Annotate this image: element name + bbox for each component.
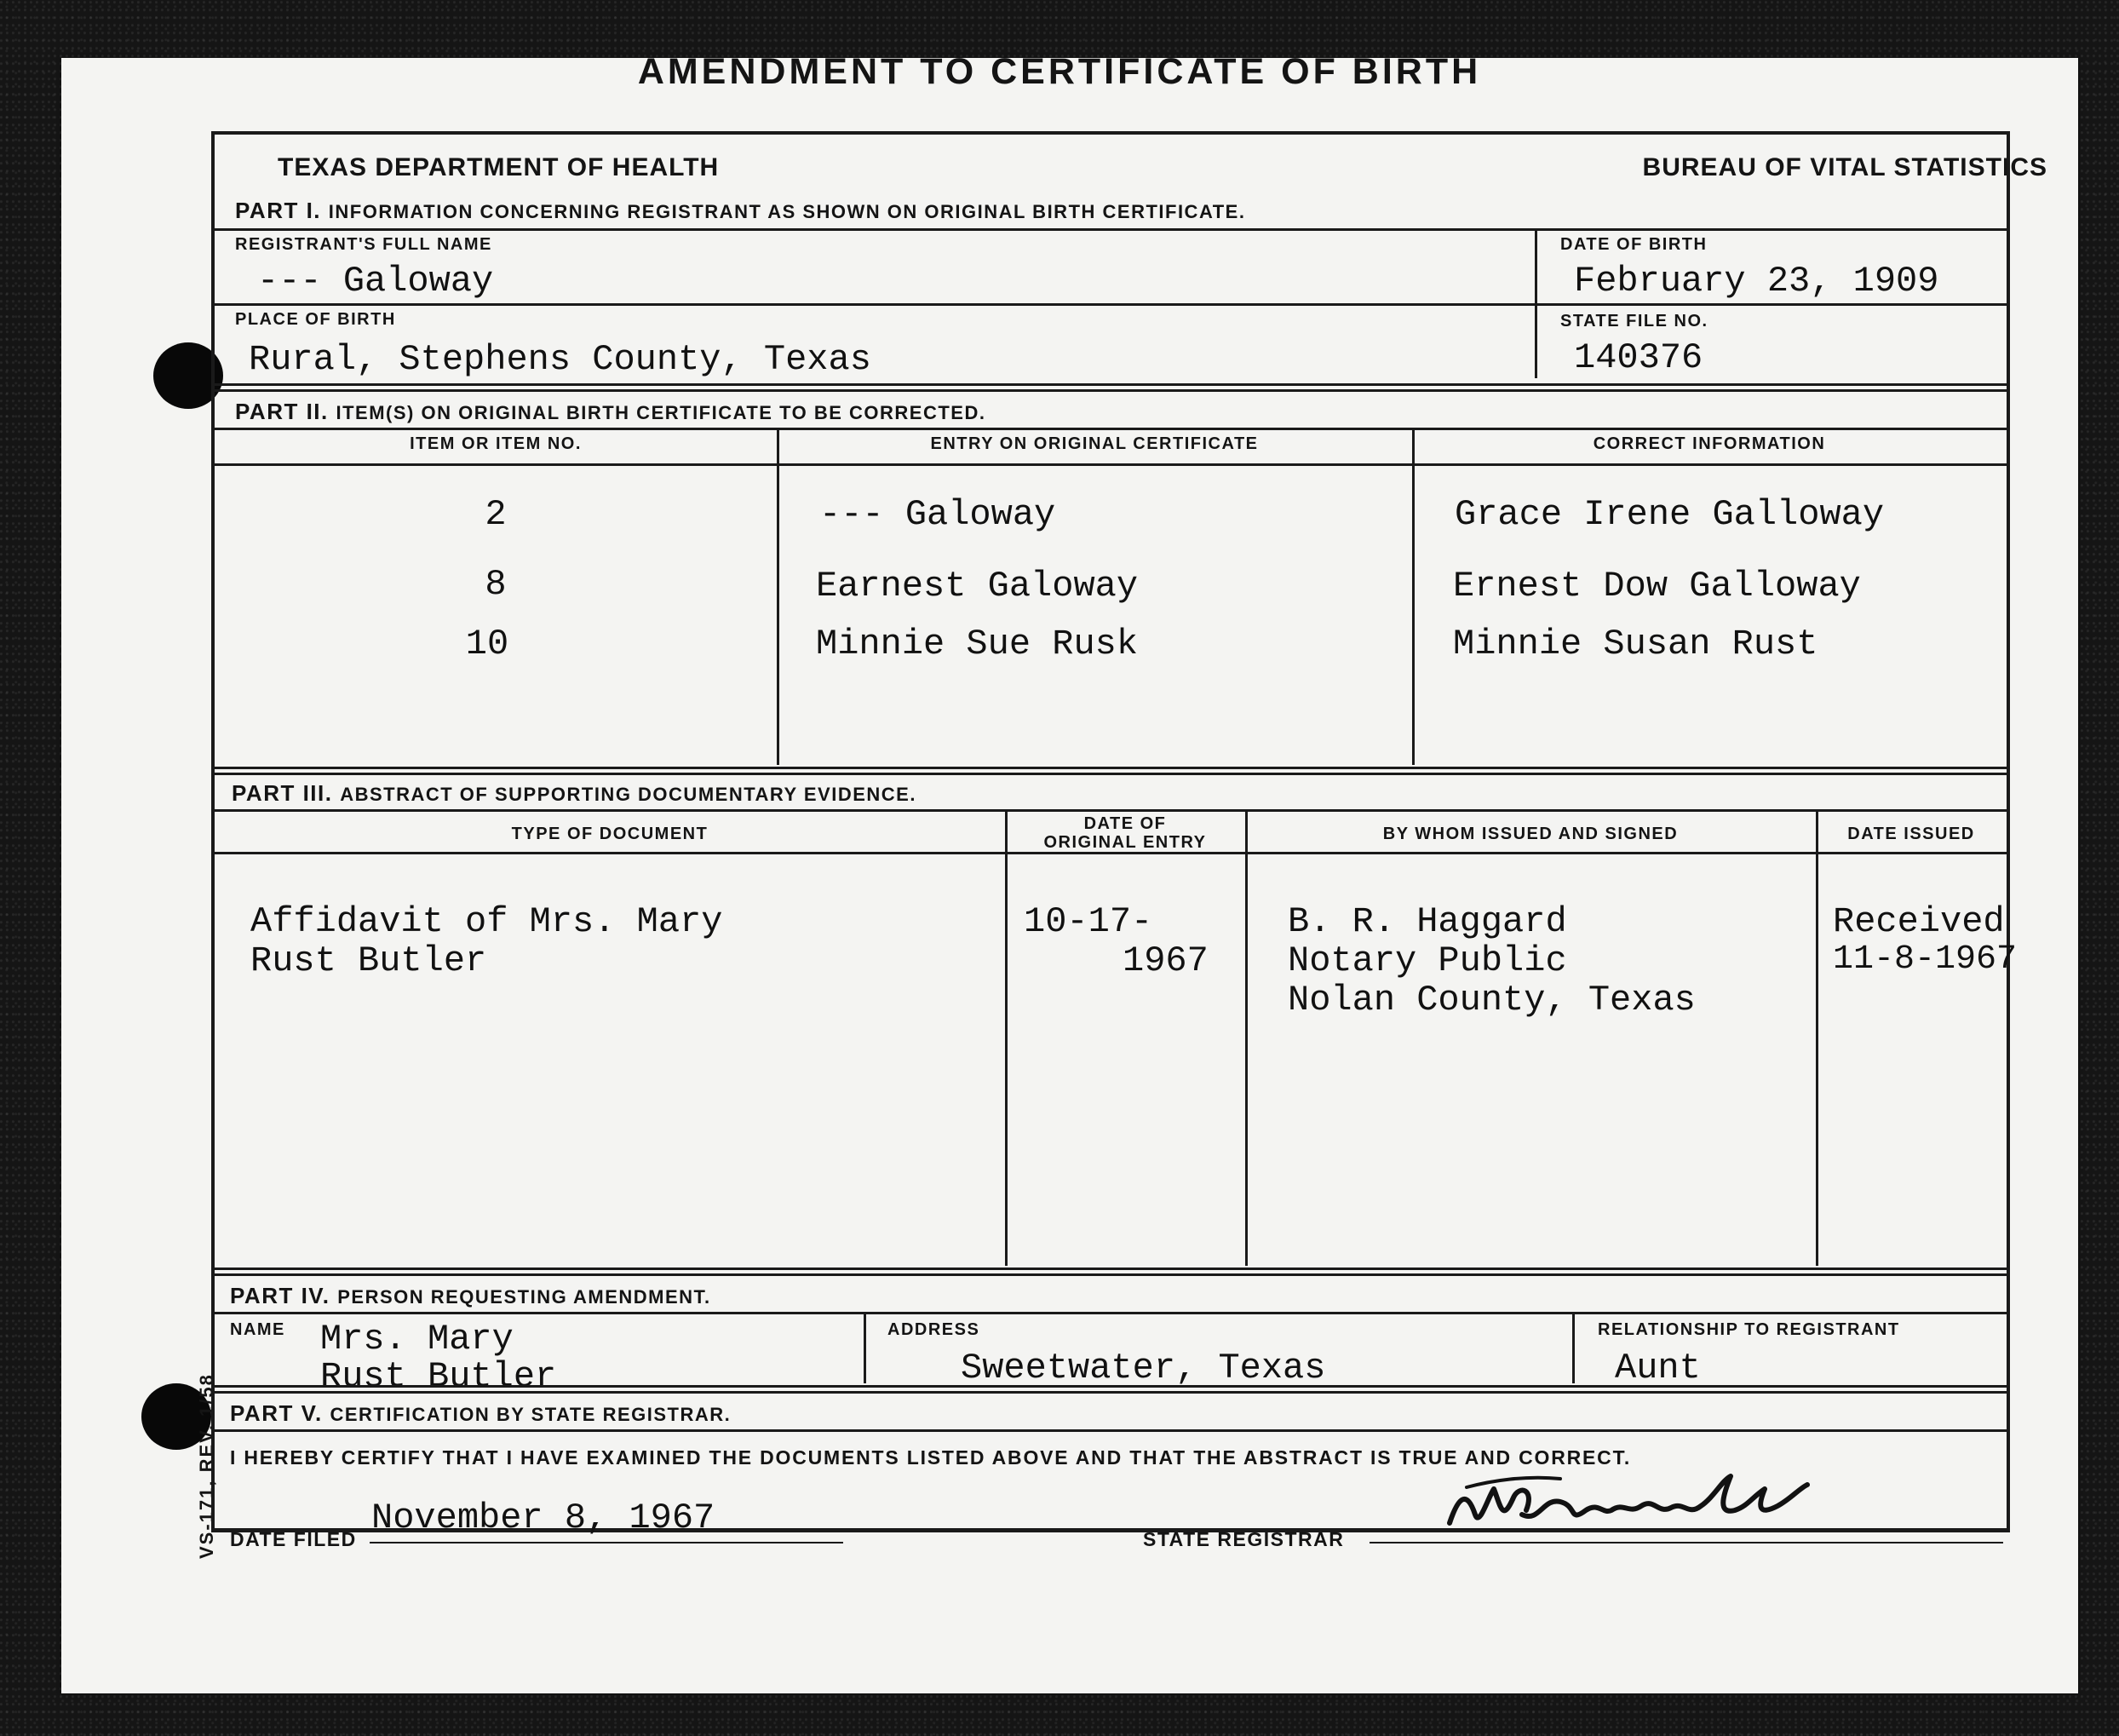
col-original-entry: ENTRY ON ORIGINAL CERTIFICATE: [930, 434, 1259, 453]
amendment-form: [211, 131, 2018, 1550]
document-title: AMENDMENT TO CERTIFICATE OF BIRTH: [637, 51, 1482, 92]
col-correct-info: CORRECT INFORMATION: [1593, 434, 1826, 453]
correct-info-1: Grace Irene Galloway: [1455, 494, 1885, 535]
issued-by-line1: B. R. Haggard: [1288, 901, 1567, 942]
item-no-1: 2: [485, 494, 507, 535]
original-entry-1: --- Galoway: [819, 494, 1056, 535]
item-no-3: 10: [465, 624, 509, 664]
department-name: TEXAS DEPARTMENT OF HEALTH: [278, 153, 720, 181]
entry-date-line2: 1967: [1123, 940, 1209, 981]
issued-by-line2: Notary Public: [1288, 940, 1567, 981]
entry-date-line1: 10-17-: [1024, 901, 1153, 942]
date-filed-label: DATE FILED: [230, 1528, 357, 1550]
correct-info-2: Ernest Dow Galloway: [1453, 566, 1861, 606]
requester-name-line1: Mrs. Mary: [320, 1319, 514, 1359]
date-of-birth-value: February 23, 1909: [1574, 261, 1939, 302]
correct-info-3: Minnie Susan Rust: [1453, 624, 1818, 664]
relationship-label: RELATIONSHIP TO REGISTRANT: [1598, 1320, 1900, 1339]
registrant-name-label: REGISTRANT'S FULL NAME: [235, 235, 492, 254]
requester-name-label: NAME: [230, 1320, 285, 1339]
state-file-value: 140376: [1574, 337, 1703, 378]
document-type-line1: Affidavit of Mrs. Mary: [250, 901, 723, 942]
item-no-2: 8: [485, 564, 507, 605]
address-label: ADDRESS: [887, 1320, 980, 1339]
part1-heading: PART I. INFORMATION CONCERNING REGISTRANT AS SHOWN ON ORIGINAL BIRTH CERTIFICATE.: [235, 198, 1246, 223]
col-date-issued: DATE ISSUED: [1847, 825, 1975, 843]
place-of-birth-label: PLACE OF BIRTH: [235, 310, 396, 329]
relationship-value: Aunt: [1615, 1348, 1701, 1388]
state-registrar-label: STATE REGISTRAR: [1143, 1528, 1345, 1550]
certification-statement: I HEREBY CERTIFY THAT I HAVE EXAMINED THE DOCUMENTS LISTED ABOVE AND THAT THE ABSTRACT IS TRUE AND CORRECT.: [230, 1446, 1632, 1469]
original-entry-2: Earnest Galoway: [816, 566, 1139, 606]
registrar-signature: [1441, 1463, 1816, 1549]
col-type-of-document: TYPE OF DOCUMENT: [511, 825, 709, 843]
issued-by-line3: Nolan County, Texas: [1288, 980, 1696, 1020]
date-issued-line1: Received: [1833, 901, 2005, 942]
part3-heading: PART III. ABSTRACT OF SUPPORTING DOCUMENTARY EVIDENCE.: [232, 780, 916, 806]
date-issued-line2: 11-8-1967: [1833, 940, 2018, 979]
col-original-entry-date: ORIGINAL ENTRY: [1043, 833, 1207, 852]
col-issued-by: BY WHOM ISSUED AND SIGNED: [1382, 825, 1679, 843]
original-entry-3: Minnie Sue Rusk: [816, 624, 1139, 664]
part2-heading: PART II. ITEM(S) ON ORIGINAL BIRTH CERTIFICATE TO BE CORRECTED.: [235, 399, 986, 424]
col-date-of: DATE OF: [1083, 814, 1167, 833]
state-file-label: STATE FILE NO.: [1560, 312, 1708, 331]
registrant-name-value: --- Galoway: [257, 261, 494, 302]
col-item-no: ITEM OR ITEM NO.: [410, 434, 582, 453]
requester-name-line2: Rust Butler: [320, 1356, 557, 1397]
date-filed-value: November 8, 1967: [371, 1497, 715, 1538]
form-number: VS-171, REV. 1/58: [196, 1373, 217, 1559]
place-of-birth-value: Rural, Stephens County, Texas: [249, 339, 871, 380]
bureau-name: BUREAU OF VITAL STATISTICS: [1642, 153, 2047, 181]
part5-heading: PART V. CERTIFICATION BY STATE REGISTRAR.: [230, 1400, 732, 1426]
date-of-birth-label: DATE OF BIRTH: [1560, 235, 1708, 254]
address-value: Sweetwater, Texas: [961, 1348, 1326, 1388]
document-type-line2: Rust Butler: [250, 940, 487, 981]
part4-heading: PART IV. PERSON REQUESTING AMENDMENT.: [230, 1283, 711, 1308]
